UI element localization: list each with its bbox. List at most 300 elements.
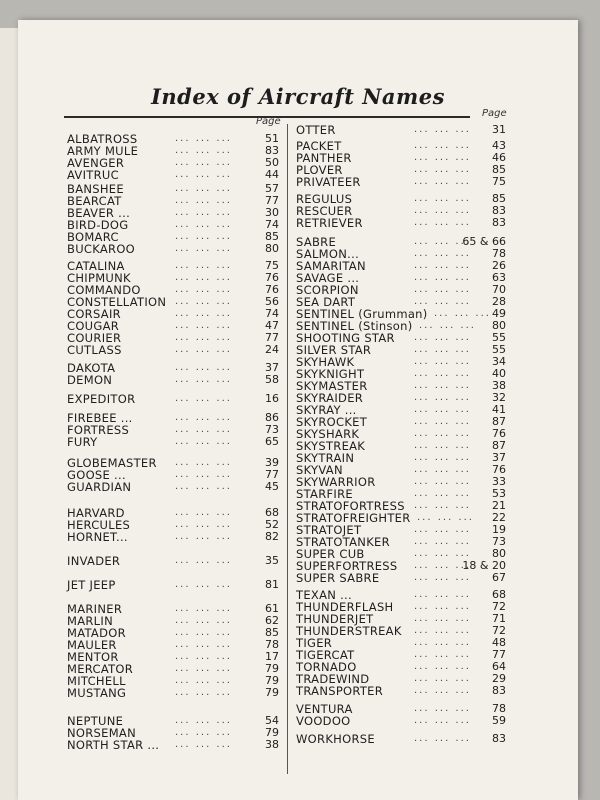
page-number: 52 [265, 518, 279, 531]
leader-dots: ... ... ... [175, 157, 232, 168]
leader-dots: ... ... ... [414, 236, 471, 247]
page-number: 18 & 20 [462, 559, 506, 572]
index-entry [296, 124, 506, 136]
aircraft-name: OTTER [296, 123, 336, 137]
page-number: 19 [492, 523, 506, 536]
leader-dots: ... ... ... [175, 308, 232, 319]
aircraft-name: FORTRESS [67, 423, 130, 437]
leader-dots: ... ... ... [414, 452, 471, 463]
leader-dots: ... ... ... [414, 344, 471, 355]
leader-dots: ... ... ... [175, 727, 232, 738]
page-number: 45 [265, 480, 279, 493]
leader-dots: ... ... ... [414, 476, 471, 487]
page-number: 64 [492, 660, 506, 673]
aircraft-name: VENTURA [296, 702, 353, 716]
aircraft-name: TORNADO [296, 660, 357, 674]
leader-dots: ... ... ... [175, 362, 232, 373]
leader-dots: ... ... ... [175, 627, 232, 638]
aircraft-name: SKYVAN [296, 463, 343, 477]
aircraft-name: SKYTRAIN [296, 451, 355, 465]
leader-dots: ... ... ... [414, 260, 471, 271]
leader-dots: ... ... ... [414, 524, 471, 535]
aircraft-name: MAULER [67, 638, 117, 652]
aircraft-name: CUTLASS [67, 343, 122, 357]
page-number: 79 [265, 726, 279, 739]
aircraft-name: SCORPION [296, 283, 359, 297]
leader-dots: ... ... ... [175, 555, 232, 566]
aircraft-name: BANSHEE [67, 182, 124, 196]
leader-dots: ... ... ... [175, 639, 232, 650]
page-number: 86 [265, 411, 279, 424]
aircraft-name: JET JEEP [67, 578, 116, 592]
aircraft-name: STARFIRE [296, 487, 353, 501]
aircraft-name: TIGER [296, 636, 333, 650]
leader-dots: ... ... ... [175, 651, 232, 662]
aircraft-name: RETRIEVER [296, 216, 363, 230]
page-number: 22 [492, 511, 506, 524]
leader-dots: ... ... ... [175, 603, 232, 614]
index-page [18, 20, 578, 800]
page-number: 56 [265, 295, 279, 308]
left-page-column-header: Page [256, 116, 281, 127]
page-number: 85 [492, 163, 506, 176]
aircraft-name: SALMON... [296, 247, 360, 261]
leader-dots: ... ... ... [175, 675, 232, 686]
leader-dots: ... ... ... [175, 663, 232, 674]
aircraft-name: TRANSPORTER [296, 684, 384, 698]
page-number: 79 [265, 662, 279, 675]
aircraft-name: SABRE [296, 235, 337, 249]
aircraft-name: SUPER CUB [296, 547, 365, 561]
aircraft-name: VOODOO [296, 714, 351, 728]
aircraft-name: HORNET... [67, 530, 128, 544]
aircraft-name: THUNDERFLASH [296, 600, 394, 614]
index-entry [67, 169, 279, 181]
leader-dots: ... ... ... [414, 673, 471, 684]
page-number: 17 [265, 650, 279, 663]
right-page-column-header: Page [482, 108, 507, 119]
aircraft-name: SUPER SABRE [296, 571, 380, 585]
page-number: 68 [265, 506, 279, 519]
leader-dots: ... ... ... [414, 488, 471, 499]
aircraft-name: STRATOFORTRESS [296, 499, 405, 513]
page-number: 70 [492, 283, 506, 296]
index-entry [67, 531, 279, 543]
aircraft-name: SAVAGE ... [296, 271, 360, 285]
page-number: 87 [492, 439, 506, 452]
page-number: 44 [265, 168, 279, 181]
page-number: 65 & 66 [462, 235, 506, 248]
page-number: 39 [265, 456, 279, 469]
leader-dots: ... ... ... [414, 536, 471, 547]
page-number: 53 [492, 487, 506, 500]
page-number: 31 [492, 123, 506, 136]
leader-dots: ... ... ... [414, 248, 471, 259]
leader-dots: ... ... ... [175, 507, 232, 518]
index-entry [67, 243, 279, 255]
leader-dots: ... ... ... [414, 601, 471, 612]
aircraft-name: HERCULES [67, 518, 131, 532]
column-divider [287, 124, 288, 774]
aircraft-name: GOOSE ... [67, 468, 126, 482]
leader-dots: ... ... ... [175, 284, 232, 295]
index-entry [67, 374, 279, 386]
page-number: 38 [492, 379, 506, 392]
page-number: 50 [265, 156, 279, 169]
index-entry [67, 555, 279, 567]
aircraft-name: ALBATROSS [67, 132, 138, 146]
leader-dots: ... ... ... [414, 637, 471, 648]
page-number: 65 [265, 435, 279, 448]
leader-dots: ... ... ... [414, 733, 471, 744]
index-entry [67, 393, 279, 405]
leader-dots: ... ... ... [414, 548, 471, 559]
page-number: 85 [265, 230, 279, 243]
page-title: Index of Aircraft Names [151, 84, 445, 109]
page-number: 28 [492, 295, 506, 308]
leader-dots: ... ... ... [414, 661, 471, 672]
aircraft-name: NORTH STAR ... [67, 738, 160, 752]
aircraft-name: FIREBEE ... [67, 411, 133, 425]
page-number: 77 [265, 468, 279, 481]
aircraft-name: STRATOTANKER [296, 535, 390, 549]
aircraft-name: SKYSHARK [296, 427, 360, 441]
aircraft-name: SKYKNIGHT [296, 367, 365, 381]
aircraft-name: MATADOR [67, 626, 126, 640]
page-number: 82 [265, 530, 279, 543]
index-entry [67, 739, 279, 751]
page-number: 77 [265, 194, 279, 207]
aircraft-name: DAKOTA [67, 361, 116, 375]
aircraft-name: MARLIN [67, 614, 113, 628]
page-number: 78 [492, 702, 506, 715]
page-number: 83 [492, 216, 506, 229]
leader-dots: ... ... ... [175, 374, 232, 385]
page-number: 79 [265, 674, 279, 687]
index-entry [67, 687, 279, 699]
leader-dots: ... ... ... [175, 424, 232, 435]
aircraft-name: SKYHAWK [296, 355, 355, 369]
aircraft-name: SILVER STAR [296, 343, 372, 357]
page-number: 32 [492, 391, 506, 404]
aircraft-name: MARINER [67, 602, 123, 616]
page-number: 76 [265, 271, 279, 284]
aircraft-name: COURIER [67, 331, 122, 345]
aircraft-name: SKYRAY ... [296, 403, 357, 417]
aircraft-name: BIRD-DOG [67, 218, 129, 232]
aircraft-name: BOMARC [67, 230, 119, 244]
aircraft-name: GLOBEMASTER [67, 456, 157, 470]
page-number: 83 [492, 732, 506, 745]
page-number: 57 [265, 182, 279, 195]
leader-dots: ... ... ... [414, 464, 471, 475]
leader-dots: ... ... ... [175, 531, 232, 542]
page-number: 46 [492, 151, 506, 164]
page-number: 35 [265, 554, 279, 567]
leader-dots: ... ... ... [419, 320, 476, 331]
page-number: 37 [492, 451, 506, 464]
page-number: 83 [265, 144, 279, 157]
aircraft-name: CATALINA [67, 259, 125, 273]
index-entry [67, 424, 279, 436]
page-number: 83 [492, 204, 506, 217]
leader-dots: ... ... ... [414, 193, 471, 204]
aircraft-name: SHOOTING STAR [296, 331, 395, 345]
page-number: 79 [265, 686, 279, 699]
page-number: 73 [265, 423, 279, 436]
leader-dots: ... ... ... [175, 457, 232, 468]
aircraft-name: HARVARD [67, 506, 125, 520]
aircraft-name: NORSEMAN [67, 726, 137, 740]
page-number: 59 [492, 714, 506, 727]
leader-dots: ... ... ... [414, 625, 471, 636]
leader-dots: ... ... ... [414, 124, 471, 135]
aircraft-name: PRIVATEER [296, 175, 361, 189]
aircraft-name: SENTINEL (Grumman) [296, 307, 428, 321]
aircraft-name: THUNDERSTREAK [296, 624, 402, 638]
leader-dots: ... ... ... [175, 231, 232, 242]
leader-dots: ... ... ... [175, 687, 232, 698]
index-entry [67, 344, 279, 356]
page-number: 77 [492, 648, 506, 661]
aircraft-name: SKYROCKET [296, 415, 368, 429]
index-entry [67, 481, 279, 493]
page-number: 72 [492, 624, 506, 637]
page-number: 34 [492, 355, 506, 368]
leader-dots: ... ... ... [414, 500, 471, 511]
aircraft-name: COMMANDO [67, 283, 141, 297]
page-number: 58 [265, 373, 279, 386]
page-number: 16 [265, 392, 279, 405]
leader-dots: ... ... ... [414, 392, 471, 403]
aircraft-name: MUSTANG [67, 686, 127, 700]
leader-dots: ... ... ... [175, 481, 232, 492]
aircraft-name: BEARCAT [67, 194, 122, 208]
aircraft-name: SAMARITAN [296, 259, 366, 273]
page-number: 74 [265, 307, 279, 320]
aircraft-name: EXPEDITOR [67, 392, 136, 406]
leader-dots: ... ... ... [175, 145, 232, 156]
page-number: 49 [492, 307, 506, 320]
leader-dots: ... ... ... [175, 195, 232, 206]
page-number: 77 [265, 331, 279, 344]
leader-dots: ... ... ... [175, 412, 232, 423]
index-entry [296, 217, 506, 229]
aircraft-name: SKYRAIDER [296, 391, 364, 405]
aircraft-name: REGULUS [296, 192, 353, 206]
page-number: 26 [492, 259, 506, 272]
page-number: 71 [492, 612, 506, 625]
leader-dots: ... ... ... [175, 436, 232, 447]
page-number: 43 [492, 139, 506, 152]
leader-dots: ... ... ... [175, 272, 232, 283]
page-number: 72 [492, 600, 506, 613]
leader-dots: ... ... ... [175, 260, 232, 271]
aircraft-name: MITCHELL [67, 674, 126, 688]
page-number: 75 [492, 175, 506, 188]
page-number: 80 [265, 242, 279, 255]
page-number: 30 [265, 206, 279, 219]
aircraft-name: PACKET [296, 139, 342, 153]
page-number: 76 [492, 463, 506, 476]
leader-dots: ... ... ... [414, 356, 471, 367]
aircraft-name: COUGAR [67, 319, 120, 333]
aircraft-name: SEA DART [296, 295, 356, 309]
aircraft-name: STRATOJET [296, 523, 362, 537]
leader-dots: ... ... ... [175, 133, 232, 144]
page-number: 33 [492, 475, 506, 488]
leader-dots: ... ... ... [414, 296, 471, 307]
leader-dots: ... ... ... [414, 284, 471, 295]
page-number: 74 [265, 218, 279, 231]
aircraft-name: GUARDIAN [67, 480, 132, 494]
page-number: 29 [492, 672, 506, 685]
page-number: 55 [492, 343, 506, 356]
page-number: 48 [492, 636, 506, 649]
aircraft-name: WORKHORSE [296, 732, 375, 746]
aircraft-name: AVITRUC [67, 168, 119, 182]
leader-dots: ... ... ... [175, 296, 232, 307]
leader-dots: ... ... ... [414, 703, 471, 714]
aircraft-name: STRATOFREIGHTER [296, 511, 411, 525]
aircraft-name: INVADER [67, 554, 121, 568]
leader-dots: ... ... ... [175, 169, 232, 180]
page-number: 61 [265, 602, 279, 615]
aircraft-name: BUCKAROO [67, 242, 136, 256]
leader-dots: ... ... ... [414, 368, 471, 379]
aircraft-name: SKYSTREAK [296, 439, 366, 453]
page-number: 47 [265, 319, 279, 332]
leader-dots: ... ... ... [414, 332, 471, 343]
page-number: 37 [265, 361, 279, 374]
aircraft-name: MENTOR [67, 650, 119, 664]
leader-dots: ... ... ... [414, 440, 471, 451]
page-number: 81 [265, 578, 279, 591]
leader-dots: ... ... ... [414, 205, 471, 216]
page-number: 80 [492, 547, 506, 560]
aircraft-name: SKYMASTER [296, 379, 368, 393]
page-number: 75 [265, 259, 279, 272]
index-entry [296, 685, 506, 697]
leader-dots: ... ... ... [414, 685, 471, 696]
leader-dots: ... ... ... [417, 512, 474, 523]
page-number: 63 [492, 271, 506, 284]
page-number: 62 [265, 614, 279, 627]
index-entry [67, 579, 279, 591]
page-number: 78 [265, 638, 279, 651]
aircraft-name: SKYWARRIOR [296, 475, 376, 489]
leader-dots: ... ... ... [175, 715, 232, 726]
aircraft-name: TIGERCAT [296, 648, 355, 662]
leader-dots: ... ... ... [414, 176, 471, 187]
leader-dots: ... ... ... [175, 207, 232, 218]
aircraft-name: RESCUER [296, 204, 353, 218]
leader-dots: ... ... ... [175, 615, 232, 626]
leader-dots: ... ... ... [175, 469, 232, 480]
leader-dots: ... ... ... [414, 613, 471, 624]
page-number: 85 [265, 626, 279, 639]
leader-dots: ... ... ... [414, 560, 471, 571]
leader-dots: ... ... ... [414, 572, 471, 583]
page-number: 68 [492, 588, 506, 601]
leader-dots: ... ... ... [414, 715, 471, 726]
page-number: 38 [265, 738, 279, 751]
leader-dots: ... ... ... [414, 164, 471, 175]
page-number: 80 [492, 319, 506, 332]
leader-dots: ... ... ... [175, 183, 232, 194]
aircraft-name: DEMON [67, 373, 113, 387]
page-number: 78 [492, 247, 506, 260]
page-number: 40 [492, 367, 506, 380]
page-number: 76 [265, 283, 279, 296]
page-number: 87 [492, 415, 506, 428]
leader-dots: ... ... ... [414, 589, 471, 600]
page-number: 67 [492, 571, 506, 584]
leader-dots: ... ... ... [175, 579, 232, 590]
aircraft-name: THUNDERJET [296, 612, 374, 626]
aircraft-name: NEPTUNE [67, 714, 124, 728]
aircraft-name: PANTHER [296, 151, 352, 165]
leader-dots: ... ... ... [414, 272, 471, 283]
leader-dots: ... ... ... [175, 243, 232, 254]
aircraft-name: SUPERFORTRESS [296, 559, 398, 573]
leader-dots: ... ... ... [175, 332, 232, 343]
page-number: 76 [492, 427, 506, 440]
aircraft-name: SENTINEL (Stinson) [296, 319, 413, 333]
aircraft-name: TRADEWIND [296, 672, 370, 686]
page-number: 21 [492, 499, 506, 512]
leader-dots: ... ... ... [414, 380, 471, 391]
leader-dots: ... ... ... [414, 649, 471, 660]
page-number: 73 [492, 535, 506, 548]
leader-dots: ... ... ... [414, 428, 471, 439]
aircraft-name: AVENGER [67, 156, 125, 170]
index-entry [296, 176, 506, 188]
leader-dots: ... ... ... [175, 320, 232, 331]
leader-dots: ... ... ... [414, 152, 471, 163]
index-entry [296, 572, 506, 584]
aircraft-name: ARMY MULE [67, 144, 139, 158]
leader-dots: ... ... ... [414, 416, 471, 427]
leader-dots: ... ... ... [175, 519, 232, 530]
leader-dots: ... ... ... [434, 308, 491, 319]
index-entry [296, 733, 506, 745]
page-number: 51 [265, 132, 279, 145]
aircraft-name: BEAVER ... [67, 206, 131, 220]
aircraft-name: MERCATOR [67, 662, 134, 676]
aircraft-name: CHIPMUNK [67, 271, 131, 285]
page-number: 83 [492, 684, 506, 697]
aircraft-name: PLOVER [296, 163, 343, 177]
aircraft-name: CONSTELLATION [67, 295, 167, 309]
index-entry [296, 715, 506, 727]
leader-dots: ... ... ... [414, 217, 471, 228]
page-number: 24 [265, 343, 279, 356]
page-number: 55 [492, 331, 506, 344]
aircraft-name: CORSAIR [67, 307, 121, 321]
leader-dots: ... ... ... [175, 219, 232, 230]
index-entry [67, 436, 279, 448]
leader-dots: ... ... ... [175, 393, 232, 404]
leader-dots: ... ... ... [175, 344, 232, 355]
page-number: 54 [265, 714, 279, 727]
leader-dots: ... ... ... [175, 739, 232, 750]
page-number: 41 [492, 403, 506, 416]
aircraft-name: FURY [67, 435, 98, 449]
page-number: 85 [492, 192, 506, 205]
leader-dots: ... ... ... [414, 140, 471, 151]
leader-dots: ... ... ... [414, 404, 471, 415]
